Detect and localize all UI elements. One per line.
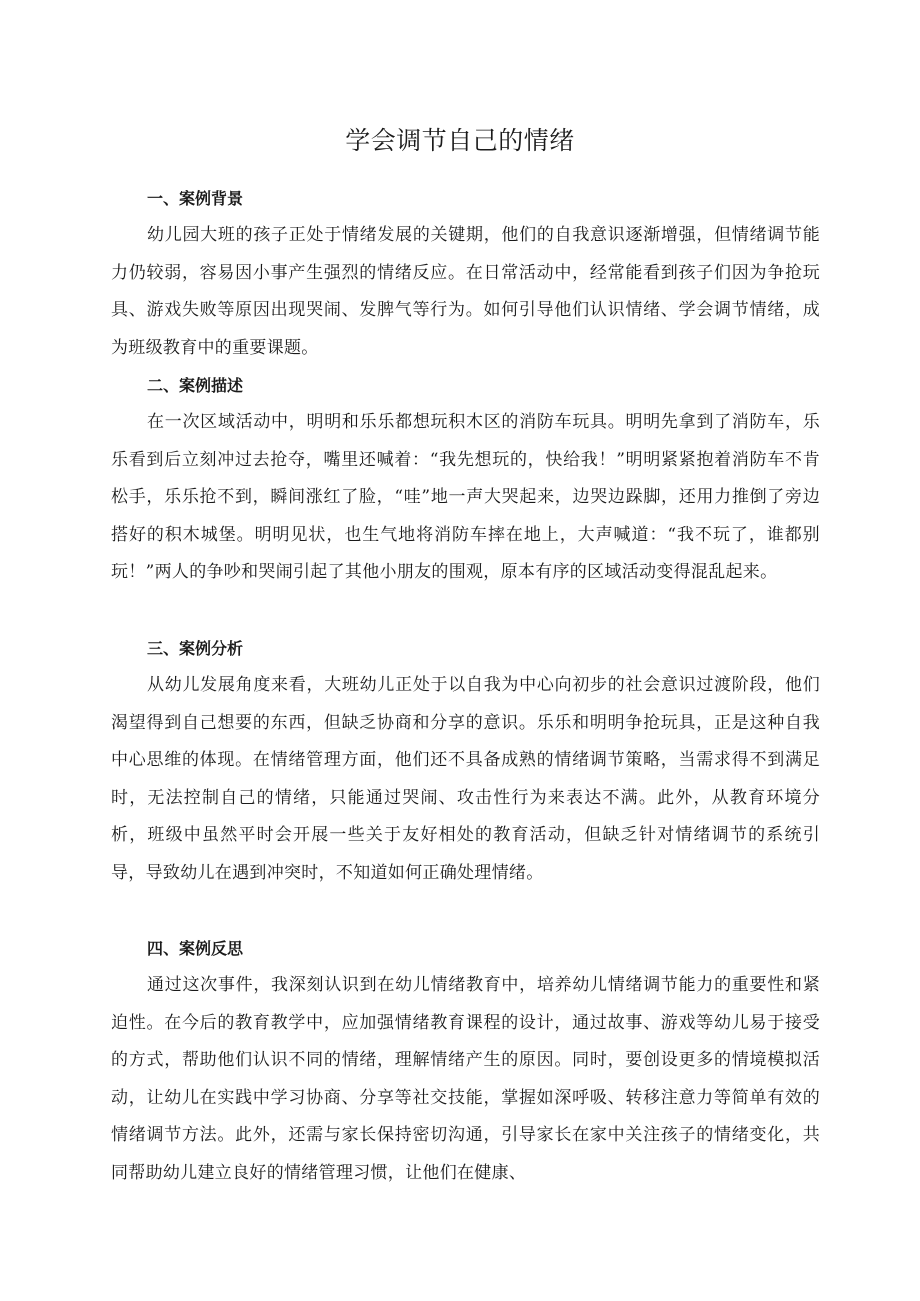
section-paragraph-reflection: 通过这次事件，我深刻认识到在幼儿情绪教育中，培养幼儿情绪调节能力的重要性和紧迫性。在今后的教育教学中，应加强情绪教育课程的设计，通过故事、游戏等幼儿易于接受的方式，帮助他们认识不同的情绪，理解情绪产生的原因。同时，要创设更多的情境模拟活动，让幼儿在实践中学习协商、分享等社交技能，掌握如深呼吸、转移注意力等简单有效的情绪调节方法。此外，还需与家长保持密切沟通，引导家长在家中关注孩子的情绪变化，共同帮助幼儿建立良好的情绪管理习惯，让他们在健康、 (111, 975, 820, 1183)
section-heading-background: 一、案例背景 (147, 189, 244, 208)
document-body (111, 180, 820, 1230)
section-paragraph-description: 在一次区域活动中，明明和乐乐都想玩积木区的消防车玩具。明明先拿到了消防车，乐乐看到后立刻冲过去抢夺，嘴里还喊着：“我先想玩的，快给我！”明明紧紧抱着消防车不肯松手，乐乐抢不到，瞬间涨红了脸，“哇”地一声大哭起来，边哭边跺脚，还用力推倒了旁边搭好的积木城堡。明明见状，也生气地将消防车摔在地上，大声喊道：“我不玩了，谁都别玩！”两人的争吵和哭闹引起了其他小朋友的围观，原本有序的区域活动变得混乱起来。 (111, 412, 820, 583)
section-heading-analysis: 三、案例分析 (147, 639, 244, 658)
section-paragraph-background: 幼儿园大班的孩子正处于情绪发展的关键期，他们的自我意识逐渐增强，但情绪调节能力仍较弱，容易因小事产生强烈的情绪反应。在日常活动中，经常能看到孩子们因为争抢玩具、游戏失败等原因出现哭闹、发脾气等行为。如何引导他们认识情绪、学会调节情绪，成为班级教育中的重要课题。 (111, 225, 820, 358)
section-heading-reflection: 四、案例反思 (147, 939, 244, 958)
section-heading-description: 二、案例描述 (147, 376, 244, 395)
document-title: 学会调节自己的情绪 (345, 126, 575, 155)
section-paragraph-analysis: 从幼儿发展角度来看，大班幼儿正处于以自我为中心向初步的社会意识过渡阶段，他们渴望得到自己想要的东西，但缺乏协商和分享的意识。乐乐和明明争抢玩具，正是这种自我中心思维的体现。在情绪管理方面，他们还不具备成熟的情绪调节策略，当需求得不到满足时，无法控制自己的情绪，只能通过哭闹、攻击性行为来表达不满。此外，从教育环境分析，班级中虽然平时会开展一些关于友好相处的教育活动，但缺乏针对情绪调节的系统引导，导致幼儿在遇到冲突时，不知道如何正确处理情绪。 (111, 675, 820, 883)
